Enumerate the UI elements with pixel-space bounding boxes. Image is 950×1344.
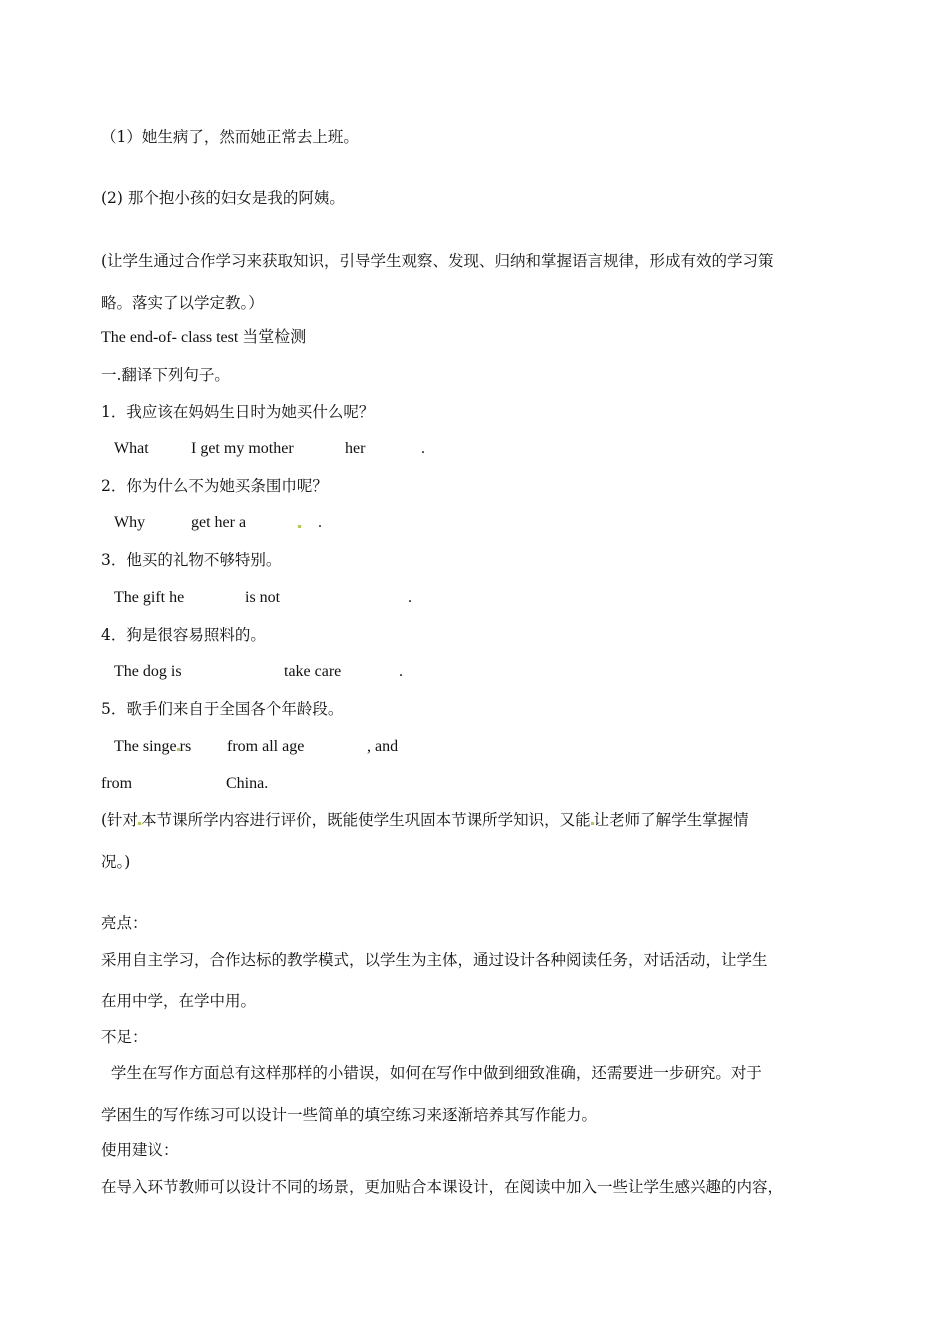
question-1-word: I get my mother	[191, 440, 294, 457]
note-2-segment: 本节课所学内容进行评价，既能使学生巩固本节课所学知识，又能	[141, 811, 591, 829]
question-5-chinese: 5．歌手们来自于全国各个年龄段。	[101, 700, 344, 718]
question-5-word: from	[101, 775, 133, 792]
question-1-chinese: 1．我应该在妈妈生日时为她买什么呢？	[101, 403, 375, 421]
question-5-word: from all age	[227, 738, 305, 755]
test-title: The end-of- class test 当堂检测	[101, 329, 307, 346]
note-2-line-1	[101, 810, 749, 830]
shortcomings-line-1: 学生在写作方面总有这样那样的小错误，如何在写作中做到细致准确，还需要进一步研究。对于	[101, 1064, 762, 1082]
question-5-line-1	[114, 737, 191, 757]
question-4-period: .	[399, 663, 403, 680]
question-5-word: , and	[367, 738, 399, 755]
question-2-chinese: 2．你为什么不为她买条围巾呢？	[101, 477, 328, 495]
question-5-word: China.	[226, 775, 269, 792]
sentence-1: （1）她生病了，然而她正常去上班。	[101, 128, 359, 146]
question-1-word: her	[345, 440, 366, 457]
suggestions-heading: 使用建议：	[101, 1141, 179, 1159]
question-3-word: The gift he	[114, 589, 185, 606]
question-1-word: What	[114, 440, 149, 457]
question-3-chinese: 3．他买的礼物不够特别。	[101, 551, 282, 569]
question-3-period: .	[408, 589, 412, 606]
question-5-word: rs	[179, 738, 192, 755]
question-3-word: is not	[245, 589, 281, 606]
question-2-word: Why	[114, 514, 146, 531]
question-4-word: take care	[284, 663, 342, 680]
question-2-period: .	[318, 514, 322, 531]
shortcomings-heading: 不足：	[101, 1028, 148, 1046]
section-heading: 一.翻译下列句子。	[101, 366, 230, 384]
note-1-line-1: (让学生通过合作学习来获取知识，引导学生观察、发现、归纳和掌握语言规律，形成有效的学习策	[101, 252, 774, 270]
question-4-chinese: 4．狗是很容易照料的。	[101, 626, 266, 644]
question-2-word: get her a	[191, 514, 247, 531]
note-2-line-2: 况。)	[101, 853, 131, 871]
note-1-line-2: 略。落实了以学定教。）	[101, 294, 264, 312]
suggestions-line-1: 在导入环节教师可以设计不同的场景，更加贴合本课设计，在阅读中加入一些让学生感兴趣的内容，	[101, 1178, 784, 1196]
question-5-word: The singe	[114, 738, 177, 755]
highlights-line-1: 采用自主学习，合作达标的教学模式，以学生为主体，通过设计各种阅读任务，对话活动，让学生	[101, 951, 768, 969]
shortcomings-line-2: 学困生的写作练习可以设计一些简单的填空练习来逐渐培养其写作能力。	[101, 1106, 598, 1124]
note-2-segment: 让老师了解学生掌握情	[593, 811, 749, 829]
highlights-line-2: 在用中学，在学中用。	[101, 992, 257, 1010]
sentence-2: (2) 那个抱小孩的妇女是我的阿姨。	[101, 189, 345, 207]
question-4-word: The dog is	[114, 663, 182, 680]
question-1-period: .	[421, 440, 425, 457]
scan-mark	[298, 513, 301, 533]
highlights-heading: 亮点：	[101, 914, 148, 932]
note-2-segment: (针对	[101, 811, 139, 829]
